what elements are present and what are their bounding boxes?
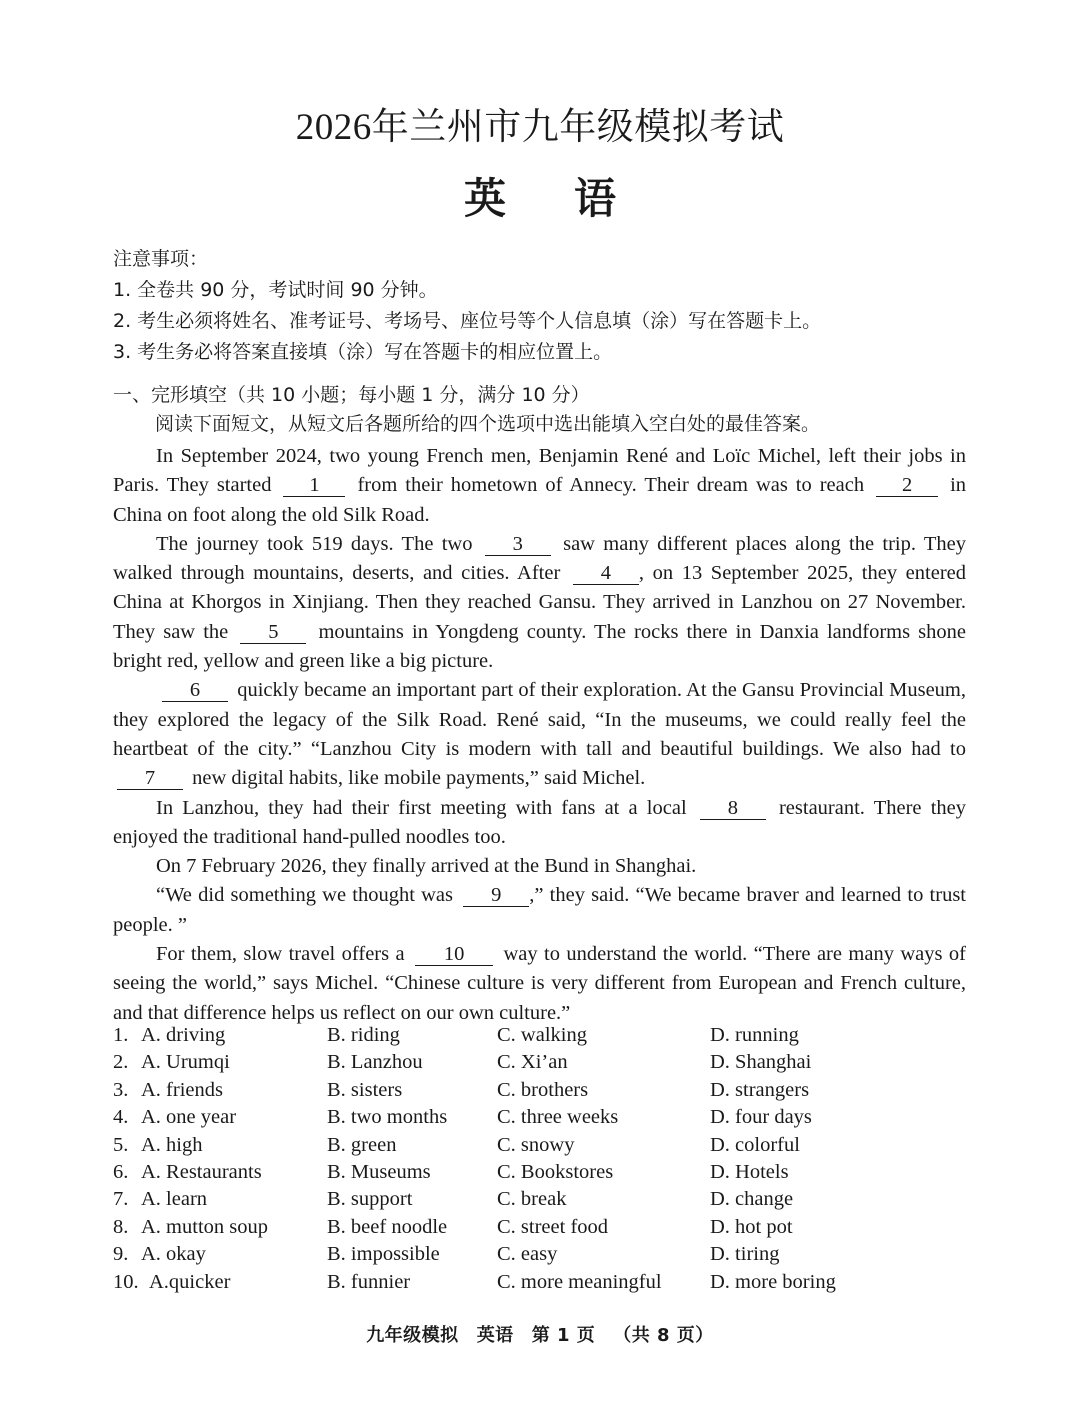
option-a: A. Restaurants [141,1160,262,1183]
option-d: D. change [710,1188,794,1211]
section-heading: 一、完形填空（共 10 小题；每小题 1 分，满分 10 分） [113,384,590,406]
footer-subject: 英语 [476,1325,514,1346]
blank-10: 10 [415,943,493,966]
passage-text: from their hometown of Annecy. Their dream was to reach [357,474,865,497]
option-b: B. sisters [327,1078,403,1101]
passage-text: restaurant. There they enjoyed the traditional hand-pulled noodles too. [113,796,966,848]
question-row-4 [113,1104,973,1131]
blank-3: 3 [485,533,551,556]
question-row-10 [113,1269,973,1296]
option-d: D. more boring [710,1270,836,1293]
exam-title: 2026年兰州市九年级模拟考试 [295,107,785,148]
passage-paragraph-7 [113,940,966,1028]
passage-text: “We did something we thought was [156,884,454,907]
question-number: 1. [113,1024,129,1046]
option-c: C. three weeks [497,1106,619,1129]
option-d: D. hot pot [710,1215,793,1238]
blank-2: 2 [876,474,938,497]
passage-paragraph-4 [113,794,966,853]
option-b: B. green [327,1133,397,1156]
passage-text: saw many different places along the trip. They walked through mountains, deserts, and cities. After [113,532,967,585]
option-b: B. impossible [327,1243,440,1266]
option-a: A. okay [141,1243,206,1266]
passage-text: In September 2024, two young French men, Benjamin René and Loïc Michel, left their jobs in Paris. They started [113,445,966,497]
question-row-2 [113,1049,973,1076]
passage-paragraph-5 [113,852,966,881]
question-row-6 [113,1159,973,1186]
option-c: C. brothers [497,1078,589,1101]
question-row-9 [113,1241,973,1268]
footer-total-pages: （共 8 页） [613,1325,714,1346]
option-a: A. one year [141,1106,237,1129]
option-a: A. high [141,1133,203,1156]
option-d: D. tiring [710,1243,780,1266]
cloze-section-header [113,381,973,439]
passage-text: For them, slow travel offers a [156,943,405,966]
question-number: 7. [113,1188,129,1211]
question-row-5 [113,1132,973,1159]
option-b: B. support [327,1188,413,1211]
passage-text: new digital habits, like mobile payments,” said Michel. [192,767,646,790]
answer-options [113,1022,973,1296]
option-c: C. snowy [497,1133,575,1156]
passage-text: mountains in Yongdeng county. The rocks there in Danxia landforms shone bright red, yellow and green like a big picture. [113,620,967,673]
option-a: A. friends [141,1078,223,1101]
option-c: C. walking [497,1024,587,1046]
passage-text: On 7 February 2026, they finally arrived at the Bund in Shanghai. [156,855,697,878]
question-number: 10. [113,1270,139,1293]
option-b: B. beef noodle [327,1215,448,1238]
notice-title: 注意事项： [113,248,209,270]
passage-paragraph-2 [113,530,966,676]
passage-paragraph-6 [113,881,966,940]
question-number: 2. [113,1051,129,1074]
subject-heading [0,166,1080,226]
section-instruction: 阅读下面短文，从短文后各题所给的四个选项中选出能填入空白处的最佳答案。 [155,413,821,435]
option-a: A.quicker [149,1270,231,1293]
option-c: C. Xi’an [497,1051,568,1074]
notice-item-2: 2. 考生必须将姓名、准考证号、考场号、座位号等个人信息填（涂）写在答题卡上。 [113,310,822,332]
cloze-passage [113,442,966,1028]
notice-item-1: 1. 全卷共 90 分，考试时间 90 分钟。 [113,279,438,301]
passage-paragraph-3 [113,676,966,793]
passage-text: quickly became an important part of their exploration. At the Gansu Provincial Museum, they explored the legacy of the Silk Road. René said, “In the museums, we could really feel the heartbeat of the city.” “Lanzhou City is modern with tall and beautiful buildings. We also had to [113,679,967,760]
passage-text: way to understand the world. “There are many ways of seeing the world,” says Michel. “Chinese culture is very different from European and French culture, and that difference helps us reflect on our own culture.” [113,943,966,1024]
option-b: B. two months [327,1106,448,1129]
question-number: 4. [113,1106,129,1129]
blank-1: 1 [283,474,345,497]
option-c: C. more meaningful [497,1270,662,1293]
option-a: A. learn [141,1188,208,1211]
option-b: B. Museums [327,1160,431,1183]
footer-exam: 九年级模拟 [366,1325,459,1346]
subject-char-1: 英 [463,174,506,223]
option-d: D. strangers [710,1078,810,1101]
option-d: D. four days [710,1106,812,1129]
notice-item-3: 3. 考生务必将答案直接填（涂）写在答题卡的相应位置上。 [113,341,613,363]
question-row-1 [113,1022,973,1049]
passage-text: In Lanzhou, they had their first meeting with fans at a local [156,796,687,819]
blank-4: 4 [573,562,639,585]
notice-section [113,244,973,368]
question-number: 3. [113,1078,129,1101]
page-footer [0,1321,1080,1347]
question-number: 5. [113,1133,129,1156]
footer-page-number: 第 1 页 [531,1325,596,1346]
passage-text: , on 13 September 2025, they entered China at Khorgos in Xinjiang. Then they reached Gansu. They arrived in Lanzhou on 27 November. They saw the [113,562,967,643]
option-a: A. mutton soup [141,1215,268,1238]
option-b: B. funnier [327,1270,411,1293]
question-number: 8. [113,1215,129,1238]
option-d: D. Hotels [710,1160,789,1183]
blank-8: 8 [700,797,766,820]
option-b: B. riding [327,1024,400,1046]
question-number: 6. [113,1160,129,1183]
question-number: 9. [113,1243,129,1266]
option-c: C. easy [497,1243,558,1266]
question-row-7 [113,1186,973,1213]
question-row-8 [113,1214,973,1241]
passage-text: in China on foot along the old Silk Road. [113,474,967,526]
blank-5: 5 [240,621,306,644]
option-a: A. Urumqi [141,1051,230,1074]
passage-text: ,” they said. “We became braver and learned to trust people. ” [113,884,966,936]
option-d: D. colorful [710,1133,800,1156]
option-b: B. Lanzhou [327,1051,423,1074]
passage-paragraph-1 [113,442,966,530]
option-d: D. running [710,1024,799,1046]
blank-9: 9 [463,884,529,907]
option-c: C. break [497,1188,567,1211]
option-c: C. street food [497,1215,609,1238]
passage-text: The journey took 519 days. The two [156,532,473,555]
blank-7: 7 [117,767,183,790]
option-c: C. Bookstores [497,1160,614,1183]
subject-char-2: 语 [574,174,617,223]
blank-6: 6 [162,679,228,702]
option-d: D. Shanghai [710,1051,812,1074]
option-a: A. driving [141,1024,226,1046]
question-row-3 [113,1077,973,1104]
